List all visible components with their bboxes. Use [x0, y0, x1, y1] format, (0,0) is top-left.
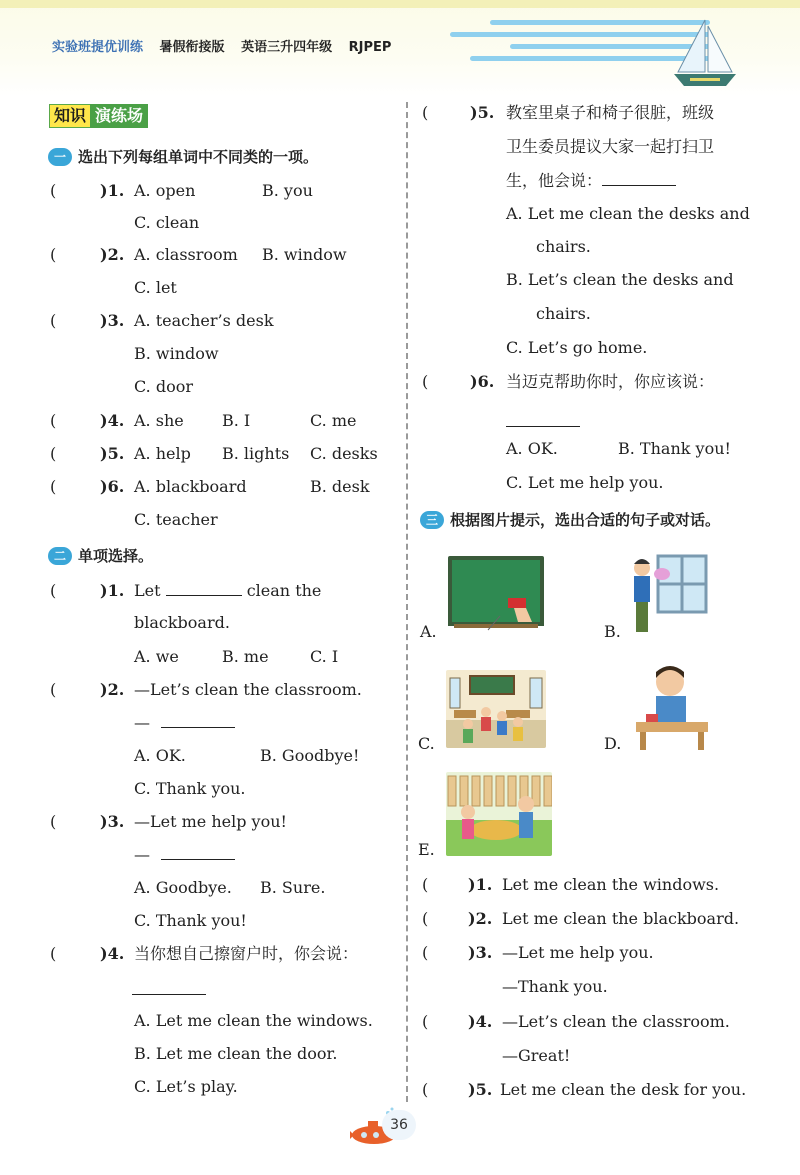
- answer-blank: [161, 713, 235, 728]
- column-divider: [406, 102, 408, 1102]
- answer-blank: [132, 980, 206, 995]
- s2-q2-a: A. OK.: [134, 746, 186, 765]
- s2-q6-line1: 当迈克帮助你时，你应该说：: [506, 372, 715, 391]
- classroom-picture: [446, 670, 546, 748]
- s2-q3-number: )3.: [100, 812, 125, 831]
- s2-q3-line2: [134, 845, 235, 865]
- s1-q5-a: A. help: [134, 444, 191, 463]
- s3-q5-number: )5.: [468, 1080, 493, 1099]
- s1-q1-c: C. clean: [134, 213, 200, 232]
- pic-c-label: C.: [418, 734, 435, 753]
- blackboard-picture: [448, 556, 544, 632]
- s2-q2-number: )2.: [100, 680, 125, 699]
- header-band: [0, 0, 800, 8]
- s2-q6-a: A. OK.: [506, 439, 558, 458]
- s2-q5-line3-text: 生，他会说：: [506, 171, 603, 190]
- answer-paren: (: [422, 943, 429, 962]
- answer-paren: (: [50, 311, 57, 330]
- s2-q4-b: B. Let me clean the door.: [134, 1044, 338, 1063]
- s2-q1-pre: Let: [134, 581, 161, 600]
- answer-paren: (: [50, 245, 57, 264]
- header-title: [52, 36, 403, 55]
- s3-q4-text: —Let’s clean the classroom.: [502, 1012, 730, 1031]
- answer-paren: (: [50, 581, 57, 600]
- s2-q2-line1: —Let’s clean the classroom.: [134, 680, 362, 699]
- s3-q1-text: Let me clean the windows.: [502, 875, 720, 894]
- answer-paren: (: [50, 411, 57, 430]
- s1-q6-a: A. blackboard: [134, 477, 247, 496]
- answer-blank: [161, 845, 235, 860]
- pic-a-label: A.: [420, 622, 437, 641]
- s2-q5-line3: [506, 171, 676, 191]
- answer-paren: (: [50, 444, 57, 463]
- s2-q1-text: [134, 581, 321, 601]
- s2-q3-c: C. Thank you!: [134, 911, 247, 930]
- s1-q4-b: B. I: [222, 411, 251, 430]
- s1-q6-b: B. desk: [310, 477, 370, 496]
- badge-part2: 演练场: [90, 104, 148, 128]
- s3-q2-text: Let me clean the blackboard.: [502, 909, 740, 928]
- page-number: 36: [382, 1110, 416, 1140]
- s2-q2-line2: [134, 713, 235, 733]
- s3-q3-text2: —Thank you.: [502, 977, 608, 996]
- s2-q5-line2: 卫生委员提议大家一起打扫卫: [506, 137, 715, 156]
- garden-picture: [446, 772, 552, 856]
- pic-b-label: B.: [604, 622, 621, 641]
- s3-q1-number: )1.: [468, 875, 493, 894]
- s2-q2-c: C. Thank you.: [134, 779, 246, 798]
- s2-q5-a1: A. Let me clean the desks and: [506, 204, 750, 223]
- s2-q1-c: C. I: [310, 647, 339, 666]
- s2-q1-post: clean the: [246, 581, 322, 600]
- section3-title-text: 根据图片提示，选出合适的句子或对话。: [450, 511, 721, 529]
- s2-q1-a: A. we: [134, 647, 179, 666]
- s1-q1-a: A. open: [134, 181, 196, 200]
- s1-q3-b: B. window: [134, 344, 219, 363]
- section1-title-text: 选出下列每组单词中不同类的一项。: [78, 148, 319, 166]
- badge-part1: 知识: [49, 104, 90, 128]
- desk-cleaning-picture: [632, 660, 712, 752]
- pic-e-label: E.: [418, 840, 435, 859]
- s3-q4-text2: —Great!: [502, 1046, 571, 1065]
- window-cleaning-picture: [628, 550, 710, 638]
- header-brand: 实验班提优训练: [52, 40, 144, 55]
- s1-q1-b: B. you: [262, 181, 313, 200]
- s2-q3-b: B. Sure.: [260, 878, 326, 897]
- s2-q1-line2: blackboard.: [134, 613, 230, 632]
- s2-q4-number: )4.: [100, 944, 125, 963]
- answer-paren: (: [50, 477, 57, 496]
- section1-number: 一: [48, 148, 72, 166]
- s1-q3-a: A. teacher’s desk: [134, 311, 274, 330]
- s1-q2-c: C. let: [134, 278, 177, 297]
- answer-blank: [602, 171, 676, 186]
- section1-title: [48, 147, 318, 167]
- s1-q5-number: )5.: [100, 444, 125, 463]
- s1-q4-number: )4.: [100, 411, 125, 430]
- s2-q5-b2: chairs.: [536, 304, 591, 323]
- s1-q2-number: )2.: [100, 245, 125, 264]
- s2-q5-line1: 教室里桌子和椅子很脏，班级: [506, 103, 715, 122]
- answer-paren: (: [50, 944, 57, 963]
- answer-paren: (: [422, 1080, 429, 1099]
- section2-title: [48, 546, 153, 566]
- page-header: [0, 0, 800, 96]
- s3-q3-text: —Let me help you.: [502, 943, 654, 962]
- s2-q3-line1: —Let me help you!: [134, 812, 287, 831]
- s2-q5-c: C. Let’s go home.: [506, 338, 648, 357]
- answer-paren: (: [50, 680, 57, 699]
- s1-q4-c: C. me: [310, 411, 357, 430]
- s2-q3-dash: —: [134, 845, 150, 864]
- s1-q4-a: A. she: [134, 411, 184, 430]
- s2-q4-line1: 当你想自己擦窗户时，你会说：: [134, 944, 359, 963]
- section3-number: 三: [420, 511, 444, 529]
- s2-q6-number: )6.: [470, 372, 495, 391]
- answer-blank: [506, 412, 580, 427]
- answer-paren: (: [422, 909, 429, 928]
- header-edition: 暑假衔接版: [159, 40, 225, 55]
- s1-q2-b: B. window: [262, 245, 347, 264]
- answer-blank: [166, 581, 242, 596]
- s1-q5-c: C. desks: [310, 444, 378, 463]
- s1-q6-number: )6.: [100, 477, 125, 496]
- section2-title-text: 单项选择。: [78, 547, 154, 565]
- s2-q3-a: A. Goodbye.: [134, 878, 232, 897]
- s1-q1-number: )1.: [100, 181, 125, 200]
- section-badge: [49, 104, 148, 126]
- answer-paren: (: [422, 372, 429, 391]
- s3-q2-number: )2.: [468, 909, 493, 928]
- answer-paren: (: [422, 1012, 429, 1031]
- s2-q6-c: C. Let me help you.: [506, 473, 664, 492]
- section3-title: [420, 510, 720, 530]
- s2-q2-b: B. Goodbye!: [260, 746, 360, 765]
- answer-paren: (: [50, 181, 57, 200]
- s2-q4-c: C. Let’s play.: [134, 1077, 238, 1096]
- s2-q6-b: B. Thank you!: [618, 439, 731, 458]
- header-code: RJPEP: [348, 40, 392, 55]
- s3-q4-number: )4.: [468, 1012, 493, 1031]
- s2-q4-a: A. Let me clean the windows.: [134, 1011, 373, 1030]
- s2-q5-a2: chairs.: [536, 237, 591, 256]
- answer-paren: (: [50, 812, 57, 831]
- s1-q2-a: A. classroom: [134, 245, 238, 264]
- s2-q1-b: B. me: [222, 647, 269, 666]
- section2-number: 二: [48, 547, 72, 565]
- header-subject: 英语三升四年级: [241, 40, 333, 55]
- pic-d-label: D.: [604, 734, 622, 753]
- s1-q3-c: C. door: [134, 377, 193, 396]
- s1-q5-b: B. lights: [222, 444, 290, 463]
- s1-q3-number: )3.: [100, 311, 125, 330]
- s3-q3-number: )3.: [468, 943, 493, 962]
- s2-q5-b1: B. Let’s clean the desks and: [506, 270, 734, 289]
- s2-q2-dash: —: [134, 713, 150, 732]
- s2-q5-number: )5.: [470, 103, 495, 122]
- answer-paren: (: [422, 103, 429, 122]
- s3-q5-text: Let me clean the desk for you.: [500, 1080, 747, 1099]
- sailboat-icon: [670, 16, 740, 94]
- s2-q1-number: )1.: [100, 581, 125, 600]
- s1-q6-c: C. teacher: [134, 510, 218, 529]
- answer-paren: (: [422, 875, 429, 894]
